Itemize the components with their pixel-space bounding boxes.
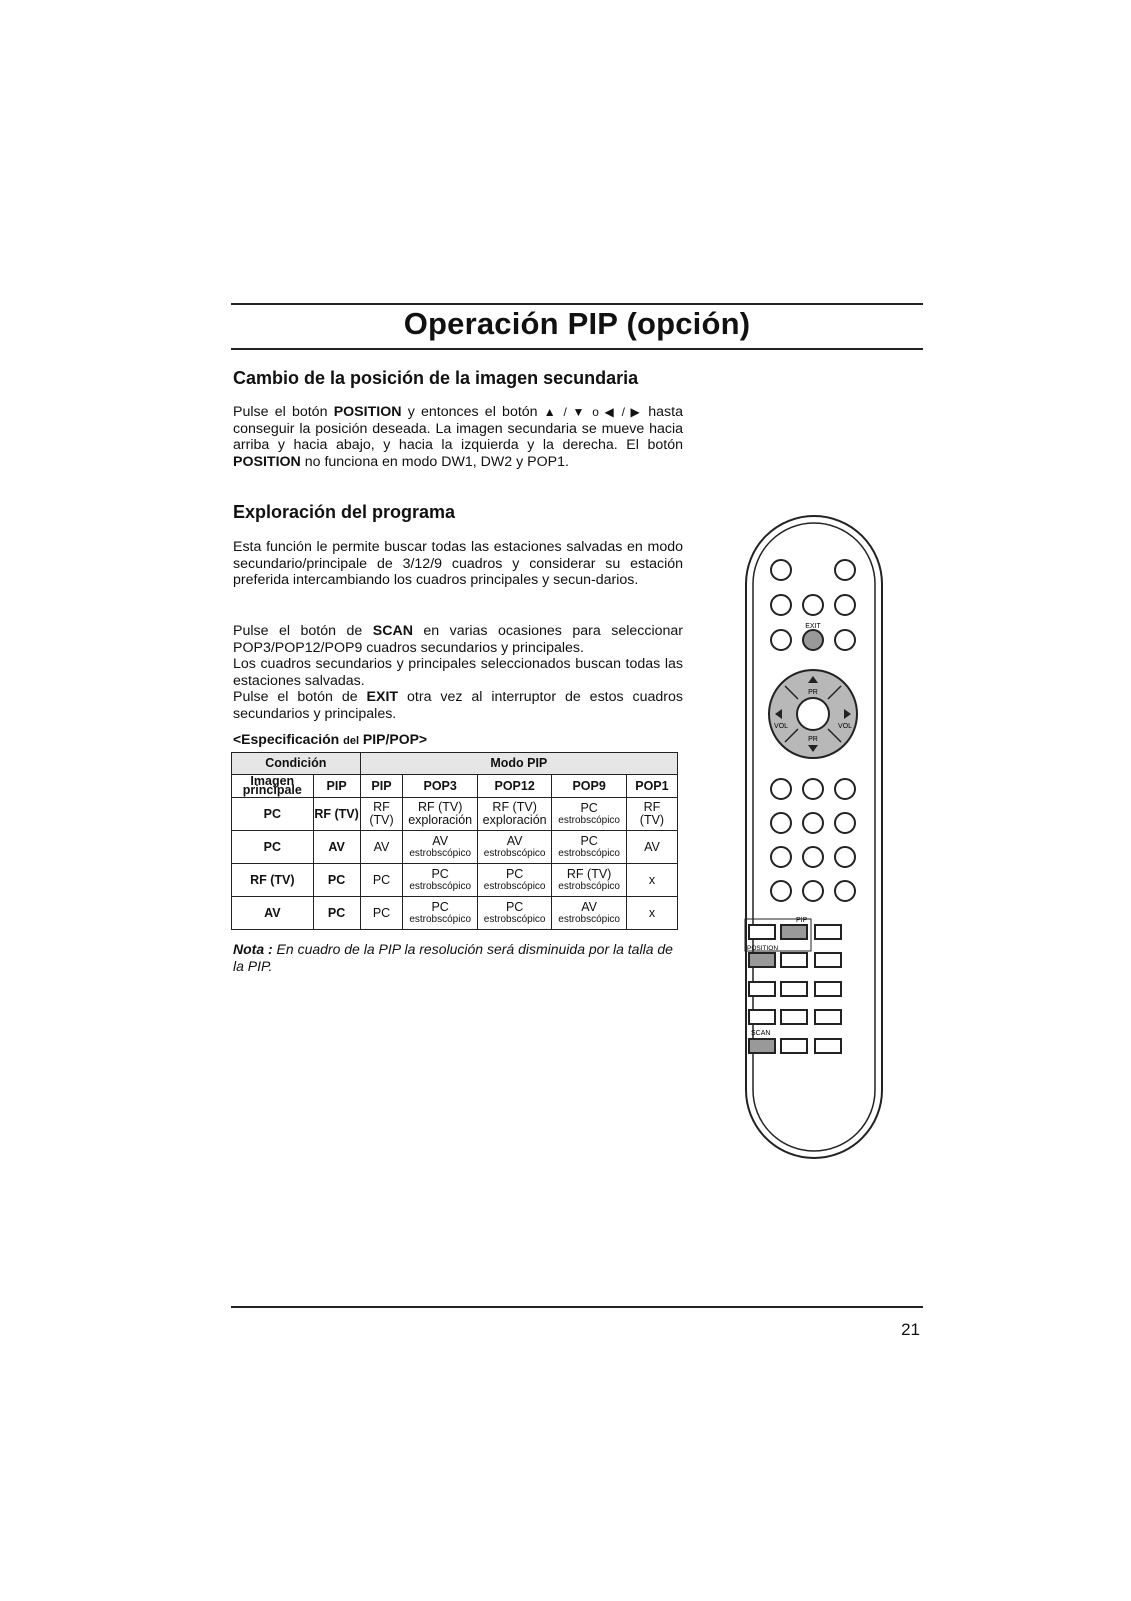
table-cell: RF (TV) exploración — [403, 798, 477, 831]
number-button — [771, 881, 791, 901]
table-cell: AV — [626, 831, 677, 864]
table-cell: PC estrobscópico — [552, 831, 626, 864]
position-paragraph: Pulse el botón POSITION y entonces el botón ▲ / ▼ o ◀ / ▶ hasta conseguir la posición deseada. La imagen secundaria se mueve hacia arriba y hacia abajo, y hacia la izquierda y la derecha. El botón POSITION no funciona en modo DW1, DW2 y POP1. — [233, 404, 683, 470]
pr-label-bottom: PR — [808, 736, 818, 743]
table-row — [232, 831, 678, 864]
number-button — [835, 847, 855, 867]
rect-button — [781, 953, 807, 967]
section-heading-position: Cambio de la posición de la imagen secundaria — [233, 368, 639, 388]
number-button — [835, 881, 855, 901]
exit-button — [803, 630, 823, 650]
power-button — [771, 560, 791, 580]
table-cell: PC estrobscópico — [552, 798, 626, 831]
table-cell: AV estrobscópico — [403, 831, 477, 864]
round-button — [835, 630, 855, 650]
table-cell: RF (TV) — [626, 798, 677, 831]
cell-pip: AV — [313, 831, 360, 864]
scan-button — [749, 1039, 775, 1053]
mode-header: POP1 — [626, 775, 677, 798]
table-cell: AV estrobscópico — [477, 831, 551, 864]
position-label: POSITION — [747, 945, 779, 952]
rect-button — [815, 1010, 841, 1024]
ok-button — [797, 698, 829, 730]
sub-header-imagen: Imagen principale — [232, 775, 314, 798]
table-cell: AV — [360, 831, 403, 864]
table-cell: x — [626, 897, 677, 930]
table-cell: RF (TV) — [360, 798, 403, 831]
exit-label: EXIT — [805, 623, 821, 630]
number-button — [771, 813, 791, 833]
sub-header-pip: PIP — [313, 775, 360, 798]
header-modo-pip: Modo PIP — [360, 753, 677, 775]
pr-label-top: PR — [808, 689, 818, 696]
input-button — [835, 560, 855, 580]
rect-button — [781, 1039, 807, 1053]
number-button — [803, 813, 823, 833]
vol-label-right: VOL — [837, 723, 853, 730]
rect-button — [749, 982, 775, 996]
table-cell: PC estrobscópico — [403, 897, 477, 930]
table-cell: PC estrobscópico — [477, 864, 551, 897]
cell-main: AV — [232, 897, 314, 930]
round-button — [771, 630, 791, 650]
rect-button — [781, 982, 807, 996]
table-row — [232, 897, 678, 930]
mode-header: POP9 — [552, 775, 626, 798]
number-button — [803, 779, 823, 799]
pip-button — [781, 925, 807, 939]
scan-label: SCAN — [751, 1030, 771, 1037]
scan-paragraph-1: Esta función le permite buscar todas las estaciones salvadas en modo secundario/principale de 3/12/9 cuadros y considerar su estación preferida intercambiando los cuadros principales y secun-darios. — [233, 539, 683, 589]
table-cell: PC — [360, 897, 403, 930]
rect-button — [749, 925, 775, 939]
number-button — [835, 779, 855, 799]
rect-button — [815, 1039, 841, 1053]
rect-button — [815, 982, 841, 996]
table-cell: PC estrobscópico — [403, 864, 477, 897]
rect-button — [749, 1010, 775, 1024]
footer-rule — [231, 1306, 923, 1308]
number-button — [835, 813, 855, 833]
vol-label-left: VOL — [773, 723, 789, 730]
table-row — [232, 864, 678, 897]
cell-main: PC — [232, 798, 314, 831]
page-title: Operación PIP (opción) — [403, 306, 751, 341]
top-rule — [231, 303, 923, 305]
cell-main: RF (TV) — [232, 864, 314, 897]
round-button — [803, 595, 823, 615]
table-cell: RF (TV) exploración — [477, 798, 551, 831]
mode-header: POP3 — [403, 775, 477, 798]
pip-label: PIP — [796, 917, 808, 924]
title-underline — [231, 348, 923, 350]
cell-pip: PC — [313, 864, 360, 897]
number-button — [771, 847, 791, 867]
note: Nota : En cuadro de la PIP la resolución será disminuida por la talla de la PIP. — [233, 941, 673, 974]
number-button — [771, 779, 791, 799]
number-button — [803, 881, 823, 901]
spec-caption: <Especificación del PIP/POP> — [233, 731, 428, 747]
round-button — [771, 595, 791, 615]
table-cell: RF (TV) estrobscópico — [552, 864, 626, 897]
rect-button — [815, 925, 841, 939]
pip-pop-spec-table — [231, 752, 678, 930]
cell-pip: RF (TV) — [313, 798, 360, 831]
table-cell: AV estrobscópico — [552, 897, 626, 930]
scan-paragraph-2: Pulse el botón de SCAN en varias ocasiones para seleccionar POP3/POP12/POP9 cuadros secundarios y principales. Los cuadros secundarios y principales seleccionados buscan todas las estaciones salvadas. Pulse el botón de EXIT otra vez al interruptor de estos cuadros secundarios y principales. — [233, 623, 683, 722]
table-cell: PC estrobscópico — [477, 897, 551, 930]
cell-pip: PC — [313, 897, 360, 930]
mode-header: PIP — [360, 775, 403, 798]
arrow-icons: ▲ / ▼ o ◀ / ▶ — [543, 405, 643, 419]
position-button — [749, 953, 775, 967]
cell-main: PC — [232, 831, 314, 864]
table-cell: PC — [360, 864, 403, 897]
remote-control-illustration — [744, 514, 884, 1160]
round-button — [835, 595, 855, 615]
page-number: 21 — [901, 1320, 920, 1339]
mode-header: POP12 — [477, 775, 551, 798]
table-cell: x — [626, 864, 677, 897]
header-condicion: Condición — [232, 753, 361, 775]
rect-button — [815, 953, 841, 967]
rect-button — [781, 1010, 807, 1024]
number-button — [803, 847, 823, 867]
section-heading-scan: Exploración del programa — [233, 502, 456, 522]
table-row — [232, 798, 678, 831]
